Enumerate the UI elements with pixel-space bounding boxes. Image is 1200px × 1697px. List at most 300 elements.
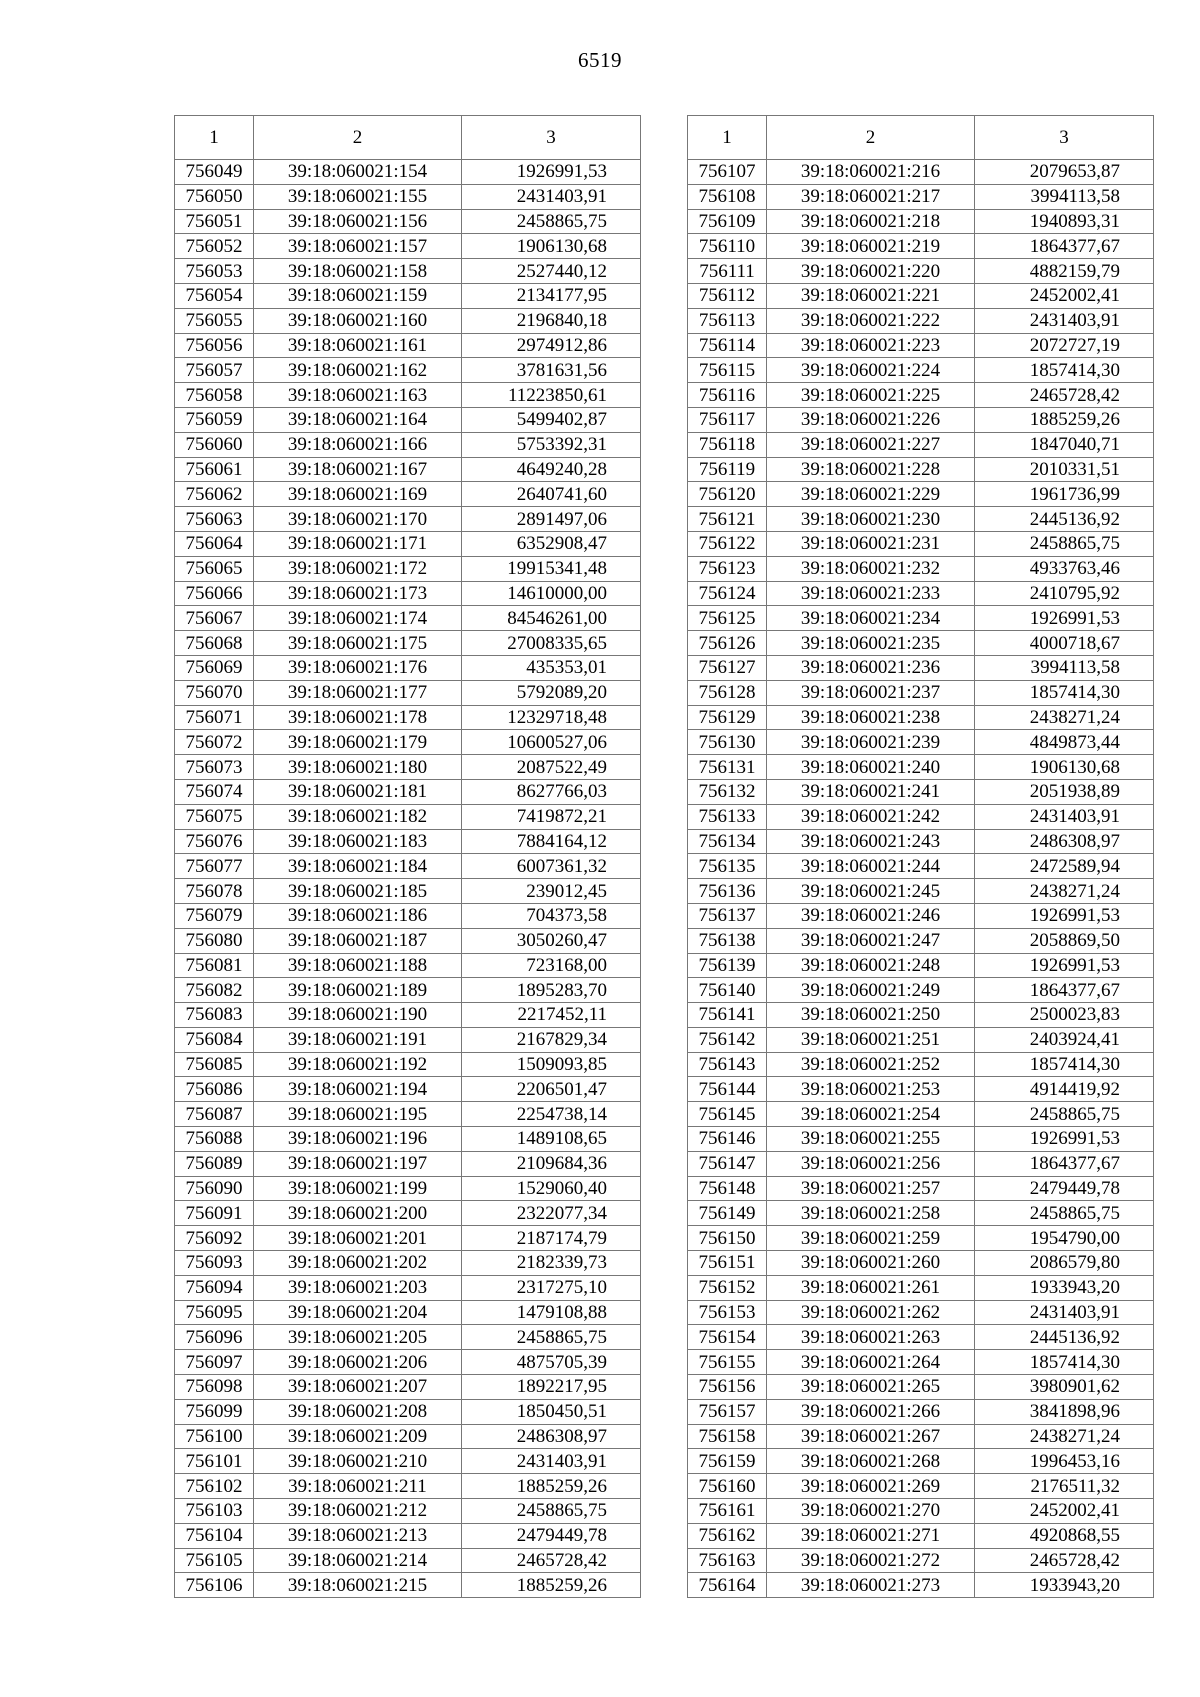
value-cell: 2087522,49 (462, 755, 641, 780)
cadastral-number-cell: 39:18:060021:225 (767, 383, 975, 408)
row-number-cell: 756150 (688, 1226, 767, 1251)
table-row (688, 234, 1154, 259)
cadastral-number-cell: 39:18:060021:259 (767, 1226, 975, 1251)
table-row (175, 1226, 641, 1251)
value-cell: 1906130,68 (462, 234, 641, 259)
table-row (175, 829, 641, 854)
row-number-cell: 756161 (688, 1499, 767, 1524)
row-number-cell: 756103 (175, 1499, 254, 1524)
page-number: 6519 (578, 48, 622, 72)
column-header-2: 2 (767, 116, 975, 160)
row-number-cell: 756114 (688, 333, 767, 358)
value-cell: 2431403,91 (975, 804, 1154, 829)
cadastral-number-cell: 39:18:060021:265 (767, 1375, 975, 1400)
cadastral-number-cell: 39:18:060021:233 (767, 581, 975, 606)
row-number-cell: 756096 (175, 1325, 254, 1350)
value-cell: 8627766,03 (462, 779, 641, 804)
cadastral-number-cell: 39:18:060021:187 (254, 928, 462, 953)
table-row (175, 333, 641, 358)
row-number-cell: 756115 (688, 358, 767, 383)
row-number-cell: 756145 (688, 1102, 767, 1127)
value-cell: 1489108,65 (462, 1127, 641, 1152)
table-row (175, 184, 641, 209)
cadastral-number-cell: 39:18:060021:207 (254, 1375, 462, 1400)
value-cell: 2452002,41 (975, 1499, 1154, 1524)
cadastral-number-cell: 39:18:060021:220 (767, 259, 975, 284)
row-number-cell: 756160 (688, 1474, 767, 1499)
table-row (175, 779, 641, 804)
cadastral-number-cell: 39:18:060021:194 (254, 1077, 462, 1102)
value-cell: 2317275,10 (462, 1275, 641, 1300)
value-cell: 2010331,51 (975, 457, 1154, 482)
cadastral-number-cell: 39:18:060021:186 (254, 903, 462, 928)
cadastral-number-cell: 39:18:060021:160 (254, 308, 462, 333)
row-number-cell: 756100 (175, 1424, 254, 1449)
row-number-cell: 756134 (688, 829, 767, 854)
value-cell: 7419872,21 (462, 804, 641, 829)
cadastral-number-cell: 39:18:060021:184 (254, 854, 462, 879)
value-cell: 1864377,67 (975, 234, 1154, 259)
value-cell: 2058869,50 (975, 928, 1154, 953)
value-cell: 2254738,14 (462, 1102, 641, 1127)
row-number-cell: 756050 (175, 184, 254, 209)
value-cell: 2486308,97 (462, 1424, 641, 1449)
value-cell: 1857414,30 (975, 680, 1154, 705)
value-cell: 2217452,11 (462, 1003, 641, 1028)
row-number-cell: 756129 (688, 705, 767, 730)
row-number-cell: 756078 (175, 879, 254, 904)
value-cell: 2176511,32 (975, 1474, 1154, 1499)
table-row (175, 234, 641, 259)
value-cell: 2182339,73 (462, 1251, 641, 1276)
cadastral-number-cell: 39:18:060021:230 (767, 507, 975, 532)
value-cell: 2974912,86 (462, 333, 641, 358)
table-row (688, 879, 1154, 904)
table-row (688, 1523, 1154, 1548)
row-number-cell: 756082 (175, 978, 254, 1003)
value-cell: 1895283,70 (462, 978, 641, 1003)
row-number-cell: 756101 (175, 1449, 254, 1474)
value-cell: 1926991,53 (975, 903, 1154, 928)
cadastral-number-cell: 39:18:060021:180 (254, 755, 462, 780)
row-number-cell: 756077 (175, 854, 254, 879)
row-number-cell: 756093 (175, 1251, 254, 1276)
value-cell: 1885259,26 (975, 407, 1154, 432)
row-number-cell: 756059 (175, 407, 254, 432)
table-row (688, 358, 1154, 383)
row-number-cell: 756126 (688, 631, 767, 656)
row-number-cell: 756113 (688, 308, 767, 333)
cadastral-number-cell: 39:18:060021:176 (254, 655, 462, 680)
row-number-cell: 756144 (688, 1077, 767, 1102)
table-row (688, 457, 1154, 482)
value-cell: 2465728,42 (975, 383, 1154, 408)
row-number-cell: 756163 (688, 1548, 767, 1573)
row-number-cell: 756112 (688, 283, 767, 308)
cadastral-number-cell: 39:18:060021:206 (254, 1350, 462, 1375)
table-row (688, 1102, 1154, 1127)
table-row (688, 1275, 1154, 1300)
row-number-cell: 756135 (688, 854, 767, 879)
column-header-3: 3 (462, 116, 641, 160)
table-row (175, 1275, 641, 1300)
cadastral-number-cell: 39:18:060021:157 (254, 234, 462, 259)
row-number-cell: 756131 (688, 755, 767, 780)
cadastral-number-cell: 39:18:060021:255 (767, 1127, 975, 1152)
cadastral-number-cell: 39:18:060021:203 (254, 1275, 462, 1300)
value-cell: 2109684,36 (462, 1151, 641, 1176)
row-number-cell: 756123 (688, 556, 767, 581)
table-row (688, 283, 1154, 308)
row-number-cell: 756132 (688, 779, 767, 804)
row-number-cell: 756104 (175, 1523, 254, 1548)
row-number-cell: 756164 (688, 1573, 767, 1598)
cadastral-number-cell: 39:18:060021:234 (767, 606, 975, 631)
row-number-cell: 756092 (175, 1226, 254, 1251)
cadastral-number-cell: 39:18:060021:252 (767, 1052, 975, 1077)
row-number-cell: 756121 (688, 507, 767, 532)
cadastral-number-cell: 39:18:060021:232 (767, 556, 975, 581)
value-cell: 5753392,31 (462, 432, 641, 457)
table-row (175, 1127, 641, 1152)
cadastral-number-cell: 39:18:060021:159 (254, 283, 462, 308)
table-row (175, 407, 641, 432)
row-number-cell: 756159 (688, 1449, 767, 1474)
value-cell: 11223850,61 (462, 383, 641, 408)
value-cell: 1479108,88 (462, 1300, 641, 1325)
table-row (175, 1151, 641, 1176)
value-cell: 4920868,55 (975, 1523, 1154, 1548)
cadastral-number-cell: 39:18:060021:202 (254, 1251, 462, 1276)
cadastral-number-cell: 39:18:060021:154 (254, 160, 462, 185)
row-number-cell: 756141 (688, 1003, 767, 1028)
cadastral-number-cell: 39:18:060021:172 (254, 556, 462, 581)
value-cell: 1529060,40 (462, 1176, 641, 1201)
right-table (687, 115, 1154, 1598)
value-cell: 2486308,97 (975, 829, 1154, 854)
table-row (688, 854, 1154, 879)
table-row (175, 978, 641, 1003)
value-cell: 1885259,26 (462, 1474, 641, 1499)
table-row (175, 1350, 641, 1375)
row-number-cell: 756136 (688, 879, 767, 904)
table-row (688, 308, 1154, 333)
table-row (175, 705, 641, 730)
value-cell: 704373,58 (462, 903, 641, 928)
table-row (688, 631, 1154, 656)
row-number-cell: 756070 (175, 680, 254, 705)
value-cell: 2438271,24 (975, 1424, 1154, 1449)
cadastral-number-cell: 39:18:060021:181 (254, 779, 462, 804)
cadastral-number-cell: 39:18:060021:235 (767, 631, 975, 656)
value-cell: 1906130,68 (975, 755, 1154, 780)
table-row (175, 1201, 641, 1226)
cadastral-number-cell: 39:18:060021:190 (254, 1003, 462, 1028)
table-row (175, 1176, 641, 1201)
value-cell: 2445136,92 (975, 1325, 1154, 1350)
value-cell: 2479449,78 (462, 1523, 641, 1548)
cadastral-number-cell: 39:18:060021:162 (254, 358, 462, 383)
cadastral-number-cell: 39:18:060021:224 (767, 358, 975, 383)
cadastral-number-cell: 39:18:060021:245 (767, 879, 975, 904)
table-row (688, 1052, 1154, 1077)
value-cell: 2438271,24 (975, 705, 1154, 730)
cadastral-number-cell: 39:18:060021:156 (254, 209, 462, 234)
row-number-cell: 756154 (688, 1325, 767, 1350)
table-row (175, 730, 641, 755)
table-row (175, 457, 641, 482)
value-cell: 4875705,39 (462, 1350, 641, 1375)
cadastral-number-cell: 39:18:060021:249 (767, 978, 975, 1003)
value-cell: 12329718,48 (462, 705, 641, 730)
cadastral-number-cell: 39:18:060021:215 (254, 1573, 462, 1598)
row-number-cell: 756053 (175, 259, 254, 284)
cadastral-number-cell: 39:18:060021:189 (254, 978, 462, 1003)
value-cell: 2527440,12 (462, 259, 641, 284)
row-number-cell: 756091 (175, 1201, 254, 1226)
table-row (688, 755, 1154, 780)
table-row (688, 1548, 1154, 1573)
row-number-cell: 756156 (688, 1375, 767, 1400)
table-row (688, 1325, 1154, 1350)
row-number-cell: 756108 (688, 184, 767, 209)
table-row (688, 333, 1154, 358)
cadastral-number-cell: 39:18:060021:242 (767, 804, 975, 829)
table-row (688, 1077, 1154, 1102)
value-cell: 84546261,00 (462, 606, 641, 631)
cadastral-number-cell: 39:18:060021:158 (254, 259, 462, 284)
table-row (688, 482, 1154, 507)
row-number-cell: 756110 (688, 234, 767, 259)
table-row (175, 1523, 641, 1548)
row-number-cell: 756055 (175, 308, 254, 333)
column-header-1: 1 (688, 116, 767, 160)
right-table-header (688, 116, 1154, 160)
cadastral-number-cell: 39:18:060021:213 (254, 1523, 462, 1548)
row-number-cell: 756081 (175, 953, 254, 978)
row-number-cell: 756102 (175, 1474, 254, 1499)
table-row (175, 879, 641, 904)
table-row (688, 531, 1154, 556)
value-cell: 1892217,95 (462, 1375, 641, 1400)
cadastral-number-cell: 39:18:060021:261 (767, 1275, 975, 1300)
cadastral-number-cell: 39:18:060021:196 (254, 1127, 462, 1152)
cadastral-number-cell: 39:18:060021:173 (254, 581, 462, 606)
cadastral-number-cell: 39:18:060021:175 (254, 631, 462, 656)
cadastral-number-cell: 39:18:060021:164 (254, 407, 462, 432)
table-row (175, 804, 641, 829)
value-cell: 1847040,71 (975, 432, 1154, 457)
cadastral-number-cell: 39:18:060021:222 (767, 308, 975, 333)
row-number-cell: 756149 (688, 1201, 767, 1226)
cadastral-number-cell: 39:18:060021:264 (767, 1350, 975, 1375)
cadastral-number-cell: 39:18:060021:226 (767, 407, 975, 432)
value-cell: 1864377,67 (975, 978, 1154, 1003)
row-number-cell: 756116 (688, 383, 767, 408)
cadastral-number-cell: 39:18:060021:183 (254, 829, 462, 854)
row-number-cell: 756060 (175, 432, 254, 457)
value-cell: 6007361,32 (462, 854, 641, 879)
right-table-body (688, 160, 1154, 1598)
value-cell: 2465728,42 (462, 1548, 641, 1573)
cadastral-number-cell: 39:18:060021:167 (254, 457, 462, 482)
row-number-cell: 756085 (175, 1052, 254, 1077)
value-cell: 2431403,91 (975, 1300, 1154, 1325)
table-row (175, 556, 641, 581)
table-row (175, 1052, 641, 1077)
table-row (688, 1424, 1154, 1449)
row-number-cell: 756124 (688, 581, 767, 606)
table-row (175, 531, 641, 556)
value-cell: 19915341,48 (462, 556, 641, 581)
value-cell: 3841898,96 (975, 1399, 1154, 1424)
table-row (175, 854, 641, 879)
value-cell: 2458865,75 (975, 531, 1154, 556)
table-row (688, 259, 1154, 284)
table-row (175, 953, 641, 978)
row-number-cell: 756128 (688, 680, 767, 705)
cadastral-number-cell: 39:18:060021:216 (767, 160, 975, 185)
value-cell: 2051938,89 (975, 779, 1154, 804)
row-number-cell: 756146 (688, 1127, 767, 1152)
row-number-cell: 756099 (175, 1399, 254, 1424)
value-cell: 723168,00 (462, 953, 641, 978)
table-row (688, 507, 1154, 532)
value-cell: 1857414,30 (975, 358, 1154, 383)
cadastral-number-cell: 39:18:060021:243 (767, 829, 975, 854)
row-number-cell: 756152 (688, 1275, 767, 1300)
cadastral-number-cell: 39:18:060021:251 (767, 1027, 975, 1052)
value-cell: 1933943,20 (975, 1573, 1154, 1598)
cadastral-number-cell: 39:18:060021:219 (767, 234, 975, 259)
cadastral-number-cell: 39:18:060021:258 (767, 1201, 975, 1226)
table-row (175, 1499, 641, 1524)
value-cell: 1926991,53 (975, 1127, 1154, 1152)
cadastral-number-cell: 39:18:060021:266 (767, 1399, 975, 1424)
row-number-cell: 756065 (175, 556, 254, 581)
cadastral-number-cell: 39:18:060021:209 (254, 1424, 462, 1449)
cadastral-number-cell: 39:18:060021:229 (767, 482, 975, 507)
value-cell: 2438271,24 (975, 879, 1154, 904)
value-cell: 4649240,28 (462, 457, 641, 482)
table-row (688, 606, 1154, 631)
table-row (688, 1226, 1154, 1251)
value-cell: 1864377,67 (975, 1151, 1154, 1176)
value-cell: 27008335,65 (462, 631, 641, 656)
row-number-cell: 756066 (175, 581, 254, 606)
cadastral-number-cell: 39:18:060021:211 (254, 1474, 462, 1499)
cadastral-number-cell: 39:18:060021:246 (767, 903, 975, 928)
cadastral-number-cell: 39:18:060021:247 (767, 928, 975, 953)
table-row (688, 1176, 1154, 1201)
row-number-cell: 756155 (688, 1350, 767, 1375)
value-cell: 2458865,75 (462, 209, 641, 234)
value-cell: 435353,01 (462, 655, 641, 680)
value-cell: 2452002,41 (975, 283, 1154, 308)
table-row (175, 308, 641, 333)
row-number-cell: 756064 (175, 531, 254, 556)
row-number-cell: 756074 (175, 779, 254, 804)
table-row (175, 1077, 641, 1102)
table-row (688, 1573, 1154, 1598)
table-row (688, 928, 1154, 953)
row-number-cell: 756105 (175, 1548, 254, 1573)
cadastral-number-cell: 39:18:060021:166 (254, 432, 462, 457)
value-cell: 2479449,78 (975, 1176, 1154, 1201)
table-row (688, 779, 1154, 804)
value-cell: 3980901,62 (975, 1375, 1154, 1400)
cadastral-number-cell: 39:18:060021:182 (254, 804, 462, 829)
value-cell: 3994113,58 (975, 655, 1154, 680)
cadastral-number-cell: 39:18:060021:273 (767, 1573, 975, 1598)
cadastral-number-cell: 39:18:060021:241 (767, 779, 975, 804)
row-number-cell: 756088 (175, 1127, 254, 1152)
row-number-cell: 756098 (175, 1375, 254, 1400)
value-cell: 2891497,06 (462, 507, 641, 532)
table-row (175, 1375, 641, 1400)
table-row (175, 160, 641, 185)
table-row (688, 407, 1154, 432)
column-header-3: 3 (975, 116, 1154, 160)
table-row (688, 1127, 1154, 1152)
row-number-cell: 756049 (175, 160, 254, 185)
table-row (175, 482, 641, 507)
row-number-cell: 756148 (688, 1176, 767, 1201)
table-row (688, 1251, 1154, 1276)
cadastral-number-cell: 39:18:060021:169 (254, 482, 462, 507)
table-row (688, 978, 1154, 1003)
row-number-cell: 756052 (175, 234, 254, 259)
row-number-cell: 756118 (688, 432, 767, 457)
left-table-body (175, 160, 641, 1598)
cadastral-number-cell: 39:18:060021:200 (254, 1201, 462, 1226)
cadastral-number-cell: 39:18:060021:174 (254, 606, 462, 631)
table-row (175, 358, 641, 383)
value-cell: 4882159,79 (975, 259, 1154, 284)
cadastral-number-cell: 39:18:060021:212 (254, 1499, 462, 1524)
table-row (688, 581, 1154, 606)
cadastral-number-cell: 39:18:060021:217 (767, 184, 975, 209)
row-number-cell: 756084 (175, 1027, 254, 1052)
row-number-cell: 756120 (688, 482, 767, 507)
cadastral-number-cell: 39:18:060021:210 (254, 1449, 462, 1474)
cadastral-number-cell: 39:18:060021:177 (254, 680, 462, 705)
value-cell: 2472589,94 (975, 854, 1154, 879)
table-row (688, 1300, 1154, 1325)
table-row (175, 903, 641, 928)
table-row (175, 1474, 641, 1499)
row-number-cell: 756109 (688, 209, 767, 234)
cadastral-number-cell: 39:18:060021:268 (767, 1449, 975, 1474)
cadastral-number-cell: 39:18:060021:239 (767, 730, 975, 755)
row-number-cell: 756087 (175, 1102, 254, 1127)
table-row (688, 209, 1154, 234)
value-cell: 2431403,91 (462, 184, 641, 209)
cadastral-number-cell: 39:18:060021:192 (254, 1052, 462, 1077)
table-row (688, 1027, 1154, 1052)
value-cell: 3994113,58 (975, 184, 1154, 209)
row-number-cell: 756071 (175, 705, 254, 730)
value-cell: 2086579,80 (975, 1251, 1154, 1276)
cadastral-number-cell: 39:18:060021:191 (254, 1027, 462, 1052)
value-cell: 1933943,20 (975, 1275, 1154, 1300)
table-row (688, 730, 1154, 755)
table-row (688, 1151, 1154, 1176)
table-row (175, 1102, 641, 1127)
value-cell: 1954790,00 (975, 1226, 1154, 1251)
row-number-cell: 756151 (688, 1251, 767, 1276)
table-row (175, 680, 641, 705)
